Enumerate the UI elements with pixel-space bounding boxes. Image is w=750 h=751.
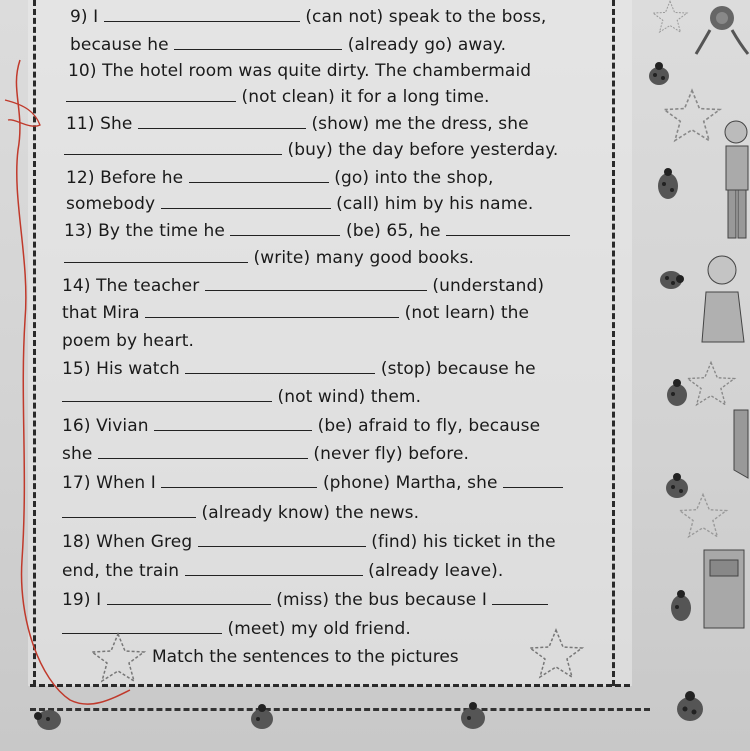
line-17a	[62, 473, 563, 493]
star-icon	[660, 88, 724, 144]
answer-blank[interactable]	[154, 416, 312, 431]
line-16b	[62, 444, 469, 464]
line-11a	[66, 114, 529, 134]
line-text: (not wind) them.	[277, 387, 422, 407]
line-text: (never fly) before.	[313, 444, 470, 464]
star-icon	[526, 628, 586, 680]
answer-blank[interactable]	[174, 35, 342, 50]
line-text: (call) him by his name.	[336, 194, 534, 214]
answer-blank[interactable]	[198, 532, 366, 547]
ladybug-icon	[456, 700, 490, 734]
answer-blank[interactable]	[185, 561, 363, 576]
answer-blank[interactable]	[138, 114, 306, 129]
answer-blank[interactable]	[66, 87, 236, 102]
line-13b	[64, 248, 474, 268]
line-text: end, the train	[62, 561, 180, 581]
ladybug-icon	[246, 702, 278, 734]
child-figure-icon	[698, 252, 750, 348]
line-text: (buy) the day before yesterday.	[287, 140, 559, 160]
answer-blank[interactable]	[205, 276, 427, 291]
line-text: 17) When I	[62, 473, 156, 493]
line-text: (already go) away.	[347, 35, 507, 55]
line-text: 19) I	[62, 590, 102, 610]
line-text: 15) His watch	[62, 359, 180, 379]
line-text: (already know) the news.	[201, 503, 420, 523]
child-figure-icon	[700, 540, 750, 636]
ladybug-icon	[32, 704, 66, 734]
ladybug-icon	[662, 472, 692, 502]
line-text: poem by heart.	[62, 331, 194, 351]
line-text: (phone) Martha, she	[322, 473, 498, 493]
line-12a	[66, 168, 493, 188]
line-text: (be) afraid to fly, because	[317, 416, 541, 436]
line-text: (miss) the bus because I	[276, 590, 487, 610]
line-text: she	[62, 444, 93, 464]
line-14a	[62, 276, 544, 296]
answer-blank[interactable]	[62, 387, 272, 402]
star-icon	[88, 632, 148, 684]
line-text: (meet) my old friend.	[227, 619, 411, 639]
line-text: 12) Before he	[66, 168, 184, 188]
line-text: 18) When Greg	[62, 532, 193, 552]
line-text: (can not) speak to the boss,	[305, 7, 547, 27]
line-text: (go) into the shop,	[334, 168, 494, 188]
line-text: (not learn) the	[404, 303, 530, 323]
line-13a	[64, 221, 570, 241]
answer-blank[interactable]	[230, 221, 340, 236]
line-text: 16) Vivian	[62, 416, 149, 436]
answer-blank[interactable]	[492, 590, 548, 605]
line-text: (not clean) it for a long time.	[241, 87, 490, 107]
line-text: 13) By the time he	[64, 221, 225, 241]
line-text: (understand)	[432, 276, 545, 296]
line-18b	[62, 561, 503, 581]
ladybug-icon	[645, 60, 673, 88]
line-text: 14) The teacher	[62, 276, 200, 296]
child-figure-icon	[716, 118, 750, 242]
answer-blank[interactable]	[185, 359, 375, 374]
line-text: 9) I	[70, 7, 99, 27]
line-text: (write) many good books.	[253, 248, 475, 268]
child-figure-icon	[730, 400, 750, 480]
line-text: (find) his ticket in the	[371, 532, 556, 552]
star-icon	[650, 0, 690, 34]
answer-blank[interactable]	[62, 503, 196, 518]
line-9b	[70, 35, 506, 55]
line-15a	[62, 359, 536, 379]
answer-blank[interactable]	[107, 590, 271, 605]
line-17b	[62, 503, 419, 523]
ladybug-icon	[672, 690, 708, 726]
line-16a	[62, 416, 540, 436]
answer-blank[interactable]	[189, 168, 329, 183]
line-11b	[64, 140, 558, 160]
line-10a	[68, 61, 531, 81]
line-12b	[66, 194, 533, 214]
line-10b	[66, 87, 490, 107]
line-19a	[62, 590, 548, 610]
line-text: that Mira	[62, 303, 140, 323]
answer-blank[interactable]	[104, 7, 300, 22]
line-18a	[62, 532, 556, 552]
footer-instruction: Match the sentences to the pictures	[152, 647, 459, 667]
line-text: (be) 65, he	[345, 221, 441, 241]
line-text: (stop) because he	[380, 359, 536, 379]
answer-blank[interactable]	[446, 221, 570, 236]
line-text: 10) The hotel room was quite dirty. The chambermaid	[68, 61, 532, 81]
line-14b	[62, 303, 529, 323]
rose-icon	[692, 0, 750, 56]
line-14c	[62, 331, 194, 351]
answer-blank[interactable]	[161, 473, 317, 488]
line-text: (show) me the dress, she	[311, 114, 529, 134]
ladybug-icon	[664, 378, 690, 408]
answer-blank[interactable]	[64, 248, 248, 263]
line-15b	[62, 387, 421, 407]
line-text: 11) She	[66, 114, 133, 134]
line-text: somebody	[66, 194, 156, 214]
answer-blank[interactable]	[145, 303, 399, 318]
line-text: (already leave).	[368, 561, 504, 581]
ladybug-icon	[668, 588, 694, 624]
line-9a	[70, 7, 546, 27]
ladybug-icon	[654, 166, 682, 202]
answer-blank[interactable]	[503, 473, 563, 488]
answer-blank[interactable]	[98, 444, 308, 459]
line-text: because he	[70, 35, 169, 55]
answer-blank[interactable]	[161, 194, 331, 209]
ladybug-icon	[656, 265, 686, 293]
answer-blank[interactable]	[64, 140, 282, 155]
